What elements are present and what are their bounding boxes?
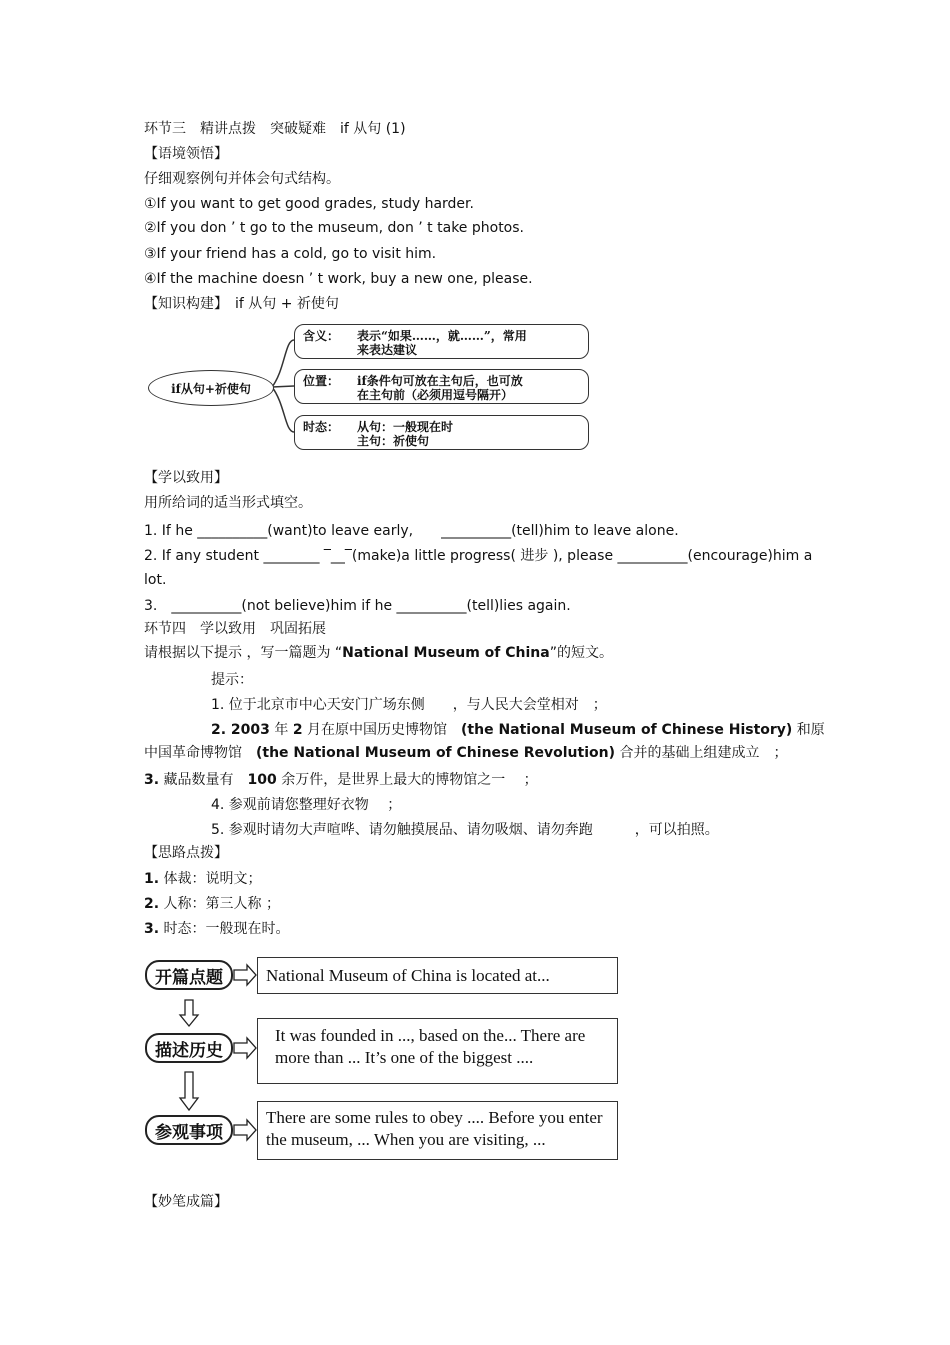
section-heading: 环节三 精讲点拨 突破疑难 if 从句 (1): [144, 121, 406, 137]
exercise-2: 2. If any student ________ ‾__‾(make)a little progress( 进步 ), please __________(encourage)him a: [144, 548, 813, 564]
hint-text: 藏品数量有: [159, 772, 248, 788]
hint-text: 和原: [792, 722, 825, 738]
node-text: 从句：一般现在时: [357, 420, 454, 434]
example-sentence: ④If the machine doesn ’ t work, buy a new one, please.: [144, 271, 533, 287]
flow-label-opening: 开篇点题: [145, 960, 233, 990]
hint-num: 2: [292, 722, 303, 738]
idea-text: 体裁：说明文；: [159, 871, 262, 887]
hints-label: 提示：: [211, 672, 253, 688]
example-sentence: ②If you don ’ t go to the museum, don ’ t take photos.: [144, 220, 524, 236]
flow-label-history: 描述历史: [145, 1033, 233, 1063]
observe-instruction: 仔细观察例句并体会句式结构。: [144, 171, 340, 187]
apply-section-title: 【学以致用】: [144, 470, 228, 486]
idea-text: 人称：第三人称 ；: [159, 896, 280, 912]
hint-text: 年: [269, 722, 293, 738]
node-text: 在主句前（必须用逗号隔开）: [357, 388, 514, 402]
node-text: 主句：祈使句: [357, 434, 430, 448]
exercise-2-cont: lot.: [144, 572, 167, 588]
node-text: 来表达建议: [357, 343, 418, 357]
idea-num: 3.: [144, 921, 160, 937]
hint-num: 2. 2003: [211, 722, 270, 738]
hint-text: 余万件，是世界上最大的博物馆之一 ；: [276, 772, 538, 788]
example-sentence: ①If you want to get good grades, study harder.: [144, 196, 474, 212]
hint-text: 合并的基础上组建成立 ；: [615, 745, 788, 761]
ideas-section-title: 【思路点拨】: [144, 845, 228, 861]
hint-text: 中国革命博物馆: [144, 745, 256, 761]
flow-box-history: It was founded in ..., based on the... There are more than ... It’s one of the biggest ....: [257, 1018, 618, 1084]
node-text: if条件句可放在主句后，也可放: [357, 374, 523, 388]
hint-num: 100: [247, 772, 277, 788]
exercise-3: 3. __________(not believe)him if he __________(tell)lies again.: [144, 598, 571, 614]
mindmap-center-node: if从句+祈使句: [148, 370, 274, 406]
node-label: 时态：: [303, 420, 340, 434]
idea-num: 1.: [144, 871, 160, 887]
task-title: National Museum of China: [342, 645, 550, 661]
section-4-heading: 环节四 学以致用 巩固拓展: [144, 621, 326, 637]
write-section-title: 【妙笔成篇】: [144, 1194, 228, 1210]
flow-box-opening: National Museum of China is located at...: [257, 957, 618, 994]
hint-4: 4. 参观前请您整理好衣物 ；: [211, 797, 402, 813]
hint-en: (the National Museum of Chinese Revolution): [256, 745, 615, 761]
hint-en: (the National Museum of Chinese History): [461, 722, 793, 738]
hint-num: 3.: [144, 772, 160, 788]
example-sentence: ③If your friend has a cold, go to visit him.: [144, 246, 437, 262]
task-post: ”的短文。: [549, 645, 613, 661]
flow-box-visit: There are some rules to obey .... Before you enter the museum, ... When you are visiting, ...: [257, 1101, 618, 1160]
idea-text: 时态：一般现在时。: [159, 921, 290, 937]
task-pre: 请根据以下提示 ，写一篇题为 “: [144, 645, 343, 661]
fill-instruction: 用所给词的适当形式填空。: [144, 495, 312, 511]
node-text: 表示“如果……，就……”，常用: [357, 329, 527, 343]
flow-label-visit: 参观事项: [145, 1115, 233, 1145]
knowledge-section-title: 【知识构建】 if 从句 + 祈使句: [144, 296, 339, 312]
exercise-1: 1. If he __________(want)to leave early, __________(tell)him to leave alone.: [144, 523, 679, 539]
node-label: 含义：: [303, 329, 340, 343]
hint-1: 1. 位于北京市中心天安门广场东侧 ，与人民大会堂相对 ；: [211, 697, 607, 713]
node-label: 位置：: [303, 374, 340, 388]
idea-num: 2.: [144, 896, 160, 912]
hint-text: 月在原中国历史博物馆: [302, 722, 462, 738]
hint-5: 5. 参观时请勿大声喧哗、请勿触摸展品、请勿吸烟、请勿奔跑 ，可以拍照。: [211, 822, 719, 838]
context-section-title: 【语境领悟】: [144, 146, 228, 162]
